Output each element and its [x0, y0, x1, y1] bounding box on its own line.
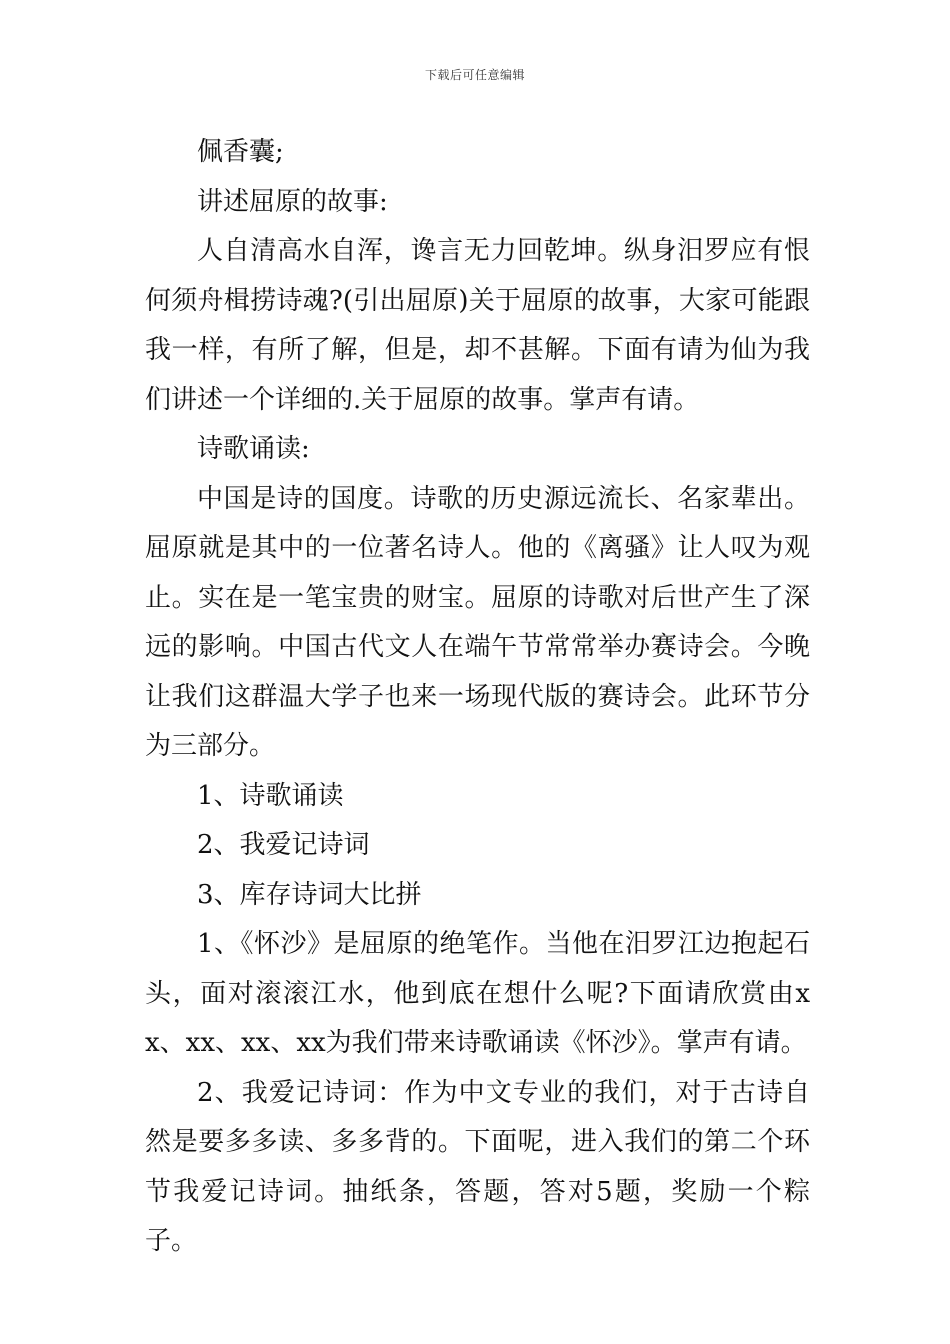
paragraph-story-intro: 人自清高水自浑，谗言无力回乾坤。纵身汨罗应有恨何须舟楫捞诗魂?(引出屈原)关于屈原的故事，大家可能跟我一样，有所了解，但是，却不甚解。下面有请为仙为我们讲述一个详细的.关于屈原的故事。掌声有请。: [145, 236, 810, 415]
list-item-2: 2、我爱记诗词: [197, 830, 370, 860]
paragraph-wo-ai-ji-shi-ci: 2、我爱记诗词：作为中文专业的我们，对于古诗自然是要多多读、多多背的。下面呢，进入我们的第二个环节我爱记诗词。抽纸条，答题，答对5题，奖励一个粽子。: [145, 1077, 810, 1256]
document-body: [145, 128, 810, 1267]
paragraph-poetry-heading: 诗歌诵读:: [197, 434, 310, 464]
list-item-3: 3、库存诗词大比拼: [197, 879, 422, 910]
paragraph-story-heading: 讲述屈原的故事:: [197, 186, 388, 217]
paragraph-poetry-intro: 中国是诗的国度。诗歌的历史源远流长、名家辈出。屈原就是其中的一位著名诗人。他的《离骚》让人叹为观止。实在是一笔宝贵的财宝。屈原的诗歌对后世产生了深远的影响。中国古代文人在端午节常常举办赛诗会。今晚让我们这群温大学子也来一场现代版的赛诗会。此环节分为三部分。: [145, 483, 810, 761]
paragraph-pei-xiang-nang: 佩香囊;: [197, 137, 284, 167]
list-item-1: 1、诗歌诵读: [197, 780, 344, 811]
page-header-note: 下载后可任意编辑: [424, 68, 525, 82]
paragraph-huai-sha: 1、《怀沙》是屈原的绝笔作。当他在汨罗江边抱起石头，面对滚滚江水，他到底在想什么呢?下面请欣赏由xx、xx、xx、xx为我们带来诗歌诵读《怀沙》。掌声有请。: [145, 929, 810, 1058]
